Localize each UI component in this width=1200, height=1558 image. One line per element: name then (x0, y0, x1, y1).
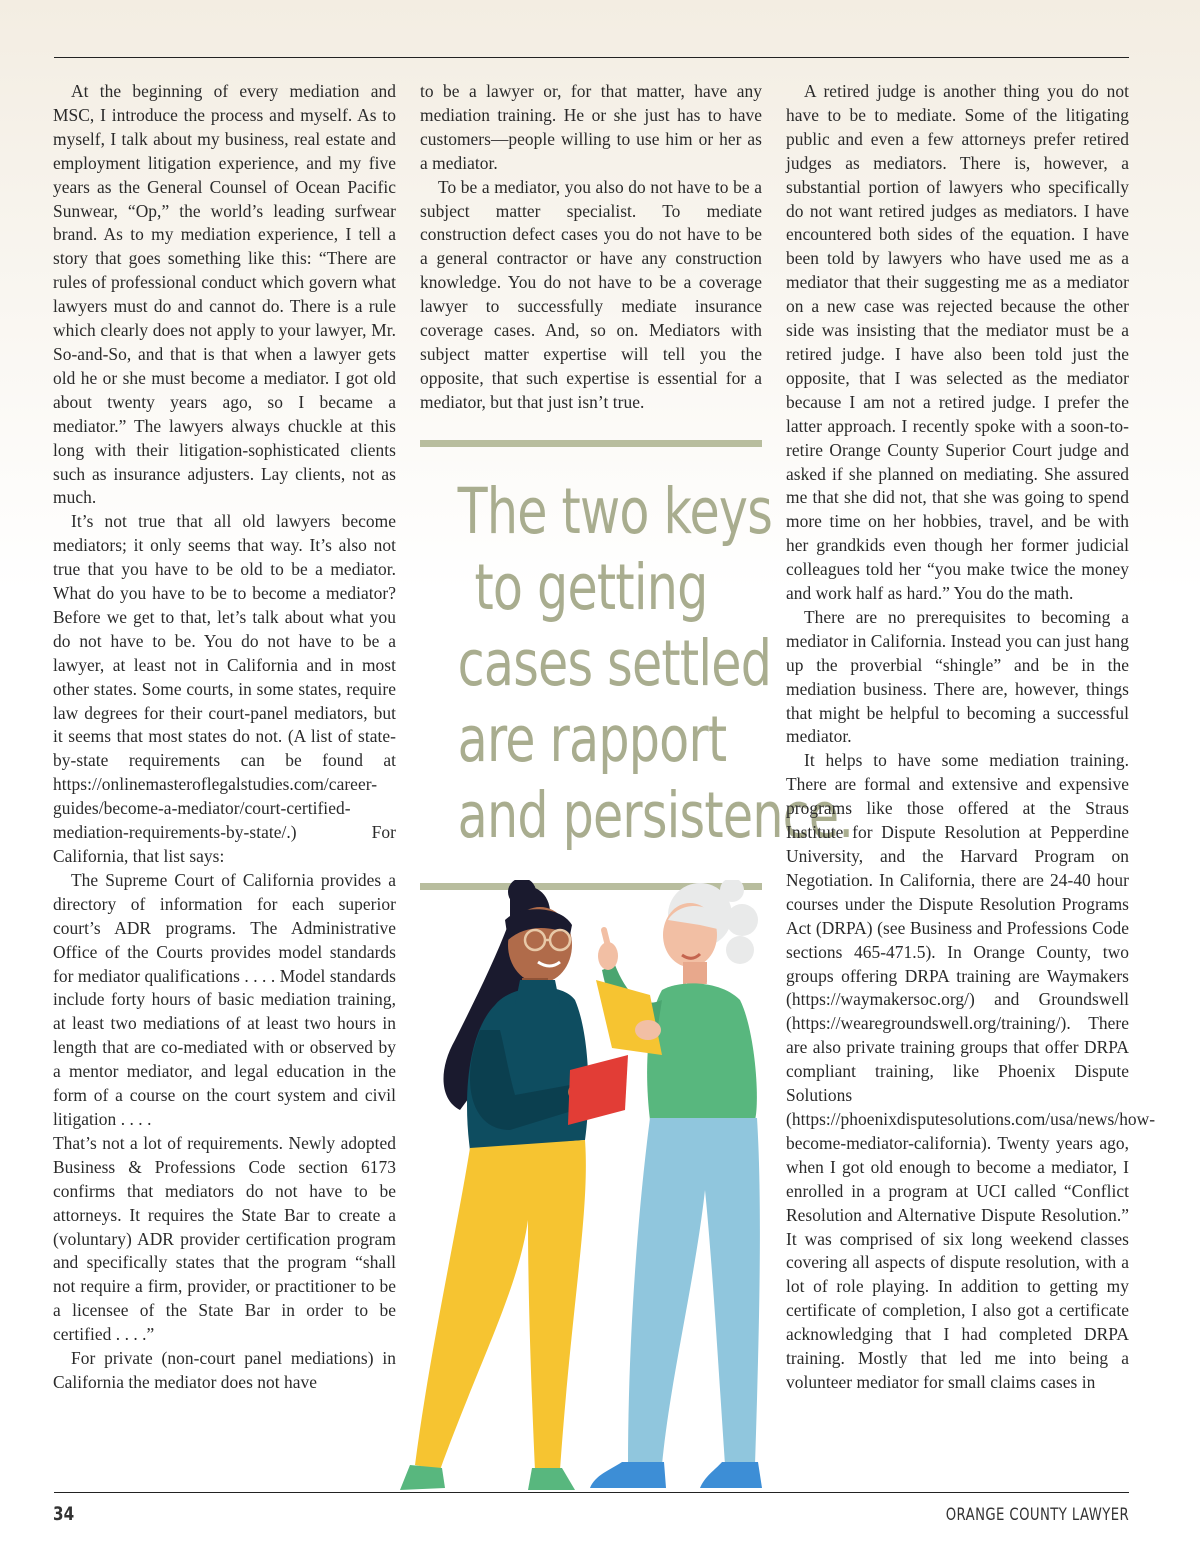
article-paragraph: There are no prerequisites to becoming a mediator in California. Instead you can just hang up the proverbial “shingle” and be in the mediation business. There are, however, things that might be helpful to becoming a successful mediator. (786, 606, 1129, 747)
right-woman-figure (590, 880, 762, 1488)
article-column-2 (420, 80, 762, 415)
article-column-1 (53, 80, 396, 1395)
pull-quote-top-bar (420, 440, 762, 447)
page-number: 34 (53, 1503, 75, 1525)
pull-quote-line: to getting (474, 551, 708, 624)
article-paragraph: That’s not a lot of requirements. Newly adopted Business & Professions Code section 6173 confirms that mediators do not have to be attorneys. It requires the State Bar to create a (voluntary) ADR provider certification program and specifically states that the program “shall not require a firm, provider, or practitioner to be a licensee of the State Bar in order to be certified . . . .” (53, 1132, 396, 1345)
article-paragraph: It’s not true that all old lawyers become mediators; it only seems that way. It’s also not true that you have to be old to be a mediator. What do you have to be to become a mediator? Before we get to that, let’s talk about what you do not have to be. You do not have to be a lawyer, at least not in California and in most other states. Some courts, in some states, require law degrees for their court-panel mediators, but it seems that most states do not. (A list of state-by-state requirements can be found at https://onlinemasteroflegalstudies.com/career-guides/become-a-mediator/court-certified-mediation-requirements-by-state/.) For California, that list says: (53, 511, 396, 866)
article-paragraph: to be a lawyer or, for that matter, have any mediation training. He or she just has to have customers—people willing to use him or her as a mediator. (420, 81, 762, 173)
block-quote: The Supreme Court of California provides a directory of information for each superior court’s ADR programs. The Administrative Office of the Courts provides model standards for mediator qualifications . . . . Model standards include forty hours of basic mediation training, at least two mediations of at least two hours in length that are co-mediated with or observed by a mentor mediator, and legal education in the form of a course on the court system and civil litigation . . . . (53, 869, 396, 1129)
article-column-3 (786, 80, 1156, 1395)
article-paragraph: It helps to have some mediation training. There are formal and extensive and expensive programs like those offered at the Straus Institute for Dispute Resolution at Pepperdine University, and the Harvard Program on Negotiation. In California, there are 24-40 hour courses under the Dispute Resolution Programs Act (DRPA) (see Business and Professions Code sections 465-471.5). In Orange County, two groups offering DRPA training are Waymakers (https://waymakersoc.org/) and Groundswell (https://wearegroundswell.org/training/). There are also private training groups that offer DRPA compliant training, like Phoenix Dispute Solutions (https://phoenixdisputesolutions.com/usa/news/how-become-mediator-california). Twenty years ago, when I got old enough to become a mediator, I enrolled in a program at UCI called “Conflict Resolution and Alternative Dispute Resolution.” It was comprised of six long weekend classes covering all aspects of dispute resolution, with a lot of role playing. In addition to getting my certificate of completion, I also got a certificate acknowledging that I had completed DRPA training. Mostly that led me into being a volunteer mediator for small claims cases in (786, 750, 1156, 1392)
pull-quote-line: and persistence. (457, 779, 854, 852)
article-paragraph: To be a mediator, you also do not have to be a subject matter specialist. To mediate construction defect cases you do not have to be a general contractor or have any construction knowledge. You do not have to be a coverage lawyer to successfully mediate insurance coverage cases. And, so on. Mediators with subject matter expertise will tell you the opposite, that such expertise is essential for a mediator, but that just isn’t true. (420, 176, 762, 412)
pull-quote-line: cases settled (457, 627, 772, 700)
header-rule (54, 57, 1129, 58)
article-paragraph: At the beginning of every mediation and MSC, I introduce the process and myself. As to myself, I talk about my business, real estate and employment litigation experience, and my five years as the General Counsel of Ocean Pacific Sunwear, “Op,” the world’s leading surfwear brand. As to my mediation experience, I tell a story that goes something like this: “There are rules of professional conduct which govern what lawyers must do and cannot do. There is a rule which clearly does not apply to your lawyer, Mr. So-and-So, and that is that when a lawyer gets old he or she must become a mediator. I got old about twenty years ago, so I became a mediator.” The lawyers always chuckle at this long with their litigation-sophisticated clients such as insurance adjusters. Lay clients, not as much. (53, 81, 396, 508)
footer-rule (54, 1492, 1129, 1493)
two-women-talking-illustration (400, 880, 790, 1492)
publication-name: ORANGE COUNTY LAWYER (945, 1505, 1129, 1525)
pull-quote-line: are rapport (457, 703, 727, 776)
article-paragraph: For private (non-court panel mediations) in California the mediator does not have (53, 1348, 396, 1392)
left-woman-figure (400, 880, 628, 1490)
pull-quote (457, 474, 854, 854)
pull-quote-line: The two keys (457, 475, 773, 548)
article-paragraph: A retired judge is another thing you do not have to be to mediate. Some of the litigating public and even a few attorneys prefer retired judges as mediators. There is, however, a substantial portion of lawyers who specifically do not want retired judges as mediators. I have encountered both sides of the equation. I have been told by lawyers who have used me as a mediator that their suggesting me as a mediator on a new case was rejected because the other side was insisting that the mediator must be a retired judge. I have also been told just the opposite, that I was selected as the mediator because I am not a retired judge. I prefer the latter approach. I recently spoke with a soon-to-retire Orange County Superior Court judge and asked if she planned on mediating. She assured me that she did not, that she was going to spend more time on her hobbies, travel, and be with her grandkids even though her former judicial colleagues told her “you make twice the money and work half as hard.” You do the math. (786, 81, 1129, 604)
